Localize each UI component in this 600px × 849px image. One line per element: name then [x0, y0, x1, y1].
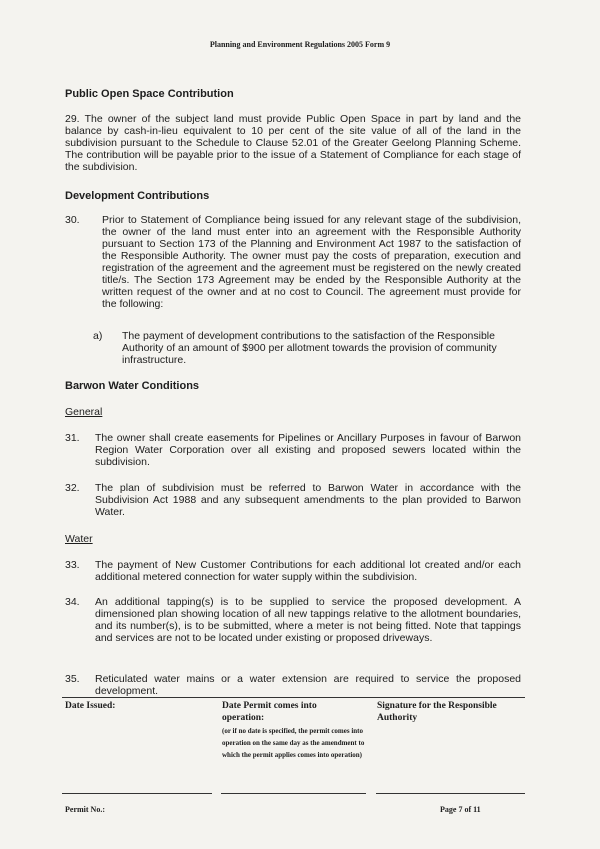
- date-permit-note: (or if no date is specified, the permit comes into operation on the same day as the amendment to which the permit applies comes into operation): [222, 727, 365, 759]
- table-top-rule: [62, 697, 525, 698]
- page-header: Planning and Environment Regulations 2005 Form 9: [209, 40, 391, 49]
- heading-public-open-space: Public Open Space Contribution: [65, 88, 234, 100]
- page-number: Page 7 of 11: [440, 805, 481, 814]
- condition-33: The payment of New Customer Contributions for each additional lot created and/or each additional metered connection for water supply within the subdivision.: [95, 559, 521, 583]
- condition-31: The owner shall create easements for Pipelines or Ancillary Purposes in favour of Barwon Region Water Corporation over all existing and proposed sewers located within the subdivision.: [95, 432, 521, 468]
- heading-barwon-water: Barwon Water Conditions: [65, 380, 200, 392]
- condition-30a: The payment of development contributions to the satisfaction of the Responsible Authority of an amount of $900 per allotment towards the provision of community infrastructure.: [122, 330, 497, 366]
- condition-33-number: 33.: [65, 559, 80, 571]
- date-permit-line: [221, 793, 366, 794]
- condition-30-number: 30.: [65, 214, 80, 226]
- condition-30a-label: a): [93, 330, 103, 342]
- subheading-water: Water: [65, 533, 93, 545]
- condition-34: An additional tapping(s) is to be supplied to service the proposed development. A dimensioned plan showing location of all new tappings relative to the allotment boundaries, and its number(s), is to be submitted, where a meter is not being fitted. Note that tappings and services are not to be located under existing or proposed driveways.: [95, 596, 521, 644]
- condition-31-number: 31.: [65, 432, 80, 444]
- permit-number-label: Permit No.:: [65, 805, 105, 814]
- condition-35-number: 35.: [65, 673, 80, 685]
- signature-line: [376, 793, 525, 794]
- condition-30: Prior to Statement of Compliance being issued for any relevant stage of the subdivision, the owner of the land must enter into an agreement with the Responsible Authority pursuant to Section 173 of the Planning and Environment Act 1987 to the satisfaction of the Responsible Authority. The owner must pay the costs of preparation, execution and registration of the agreement and the agreement must be registered on the newly created title/s. The Section 173 Agreement may be ended by the Responsible Authority at the written request of the owner and at no cost to Council. The agreement must provide for the following:: [102, 214, 521, 310]
- condition-34-number: 34.: [65, 596, 80, 608]
- heading-development-contributions: Development Contributions: [65, 190, 210, 202]
- date-issued-label: Date Issued:: [65, 701, 116, 711]
- condition-29: 29. The owner of the subject land must provide Public Open Space in part by land and the balance by cash-in-lieu equivalent to 10 per cent of the site value of all of the land in the subdivision pursuant to the Schedule to Clause 52.01 of the Greater Geelong Planning Scheme. The contribution will be payable prior to the issue of a Statement of Compliance for each stage of the subdivision.: [65, 113, 521, 173]
- condition-32: The plan of subdivision must be referred to Barwon Water in accordance with the Subdivision Act 1988 and any subsequent amendments to the plan provided to Barwon Water.: [95, 482, 521, 518]
- condition-35: Reticulated water mains or a water extension are required to service the proposed development.: [95, 673, 521, 697]
- subheading-general: General: [65, 406, 103, 418]
- condition-32-number: 32.: [65, 482, 80, 494]
- signature-label: Signature for the Responsible Authority: [377, 701, 497, 723]
- date-permit-label: Date Permit comes into operation:: [222, 701, 317, 723]
- date-issued-line: [62, 793, 212, 794]
